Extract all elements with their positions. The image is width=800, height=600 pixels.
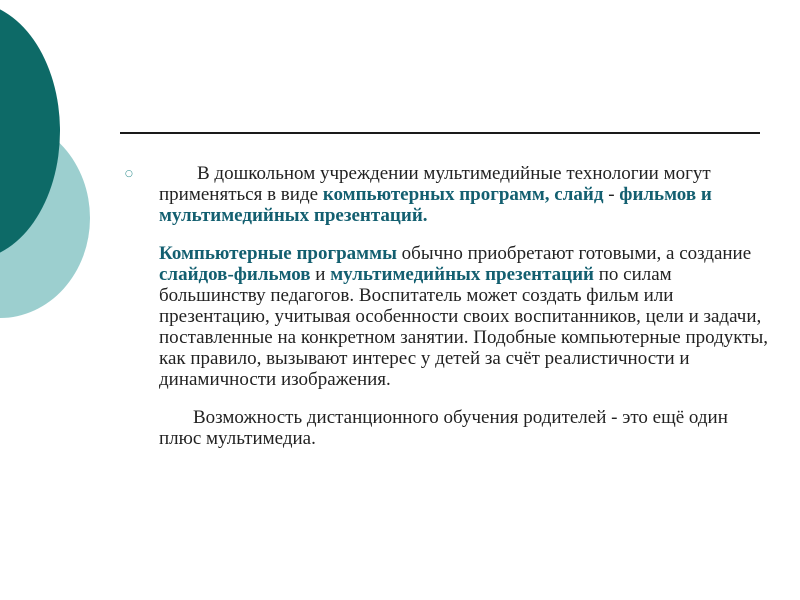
paragraph-1 — [159, 163, 769, 226]
paragraph-1-text-1: В дошкольном учреждении мультимедийные технологии могут применяться в виде — [159, 163, 711, 205]
paragraph-2-text-3: по силам большинству педагогов. Воспитатель может создать фильм или презентацию, учитывая особенности своих воспитанников, цели и задачи, поставленные на конкретном занятии. Подобные компьютерные продукты, как правило, вызывают интерес у детей за счёт реалистичности и динамичности изображения. — [159, 264, 769, 390]
paragraph-1-highlight-1: компьютерных программ, слайд — [322, 184, 604, 205]
paragraph-2-highlight-2: слайдов-фильмов — [159, 264, 311, 285]
paragraph-3 — [159, 407, 769, 449]
paragraph-2-text-2: и — [310, 264, 331, 285]
paragraph-3-text-1: Возможность дистанционного обучения родителей - это ещё один плюс мультимедиа. — [159, 407, 728, 449]
paragraph-2 — [159, 243, 769, 390]
hollow-circle-bullet-icon: ○ — [125, 169, 133, 179]
paragraph-2-highlight-1: Компьютерные программы — [159, 243, 397, 264]
paragraph-1-text-2: - — [603, 184, 620, 205]
paragraph-2-text-1: обычно приобретают готовыми, а создание — [396, 243, 752, 264]
paragraph-1-highlight-2: фильмов и мультимедийных презентаций. — [159, 184, 712, 226]
body-text — [159, 163, 769, 449]
paragraph-2-highlight-3: мультимедийных презентаций — [330, 264, 594, 285]
title-divider — [120, 132, 760, 134]
